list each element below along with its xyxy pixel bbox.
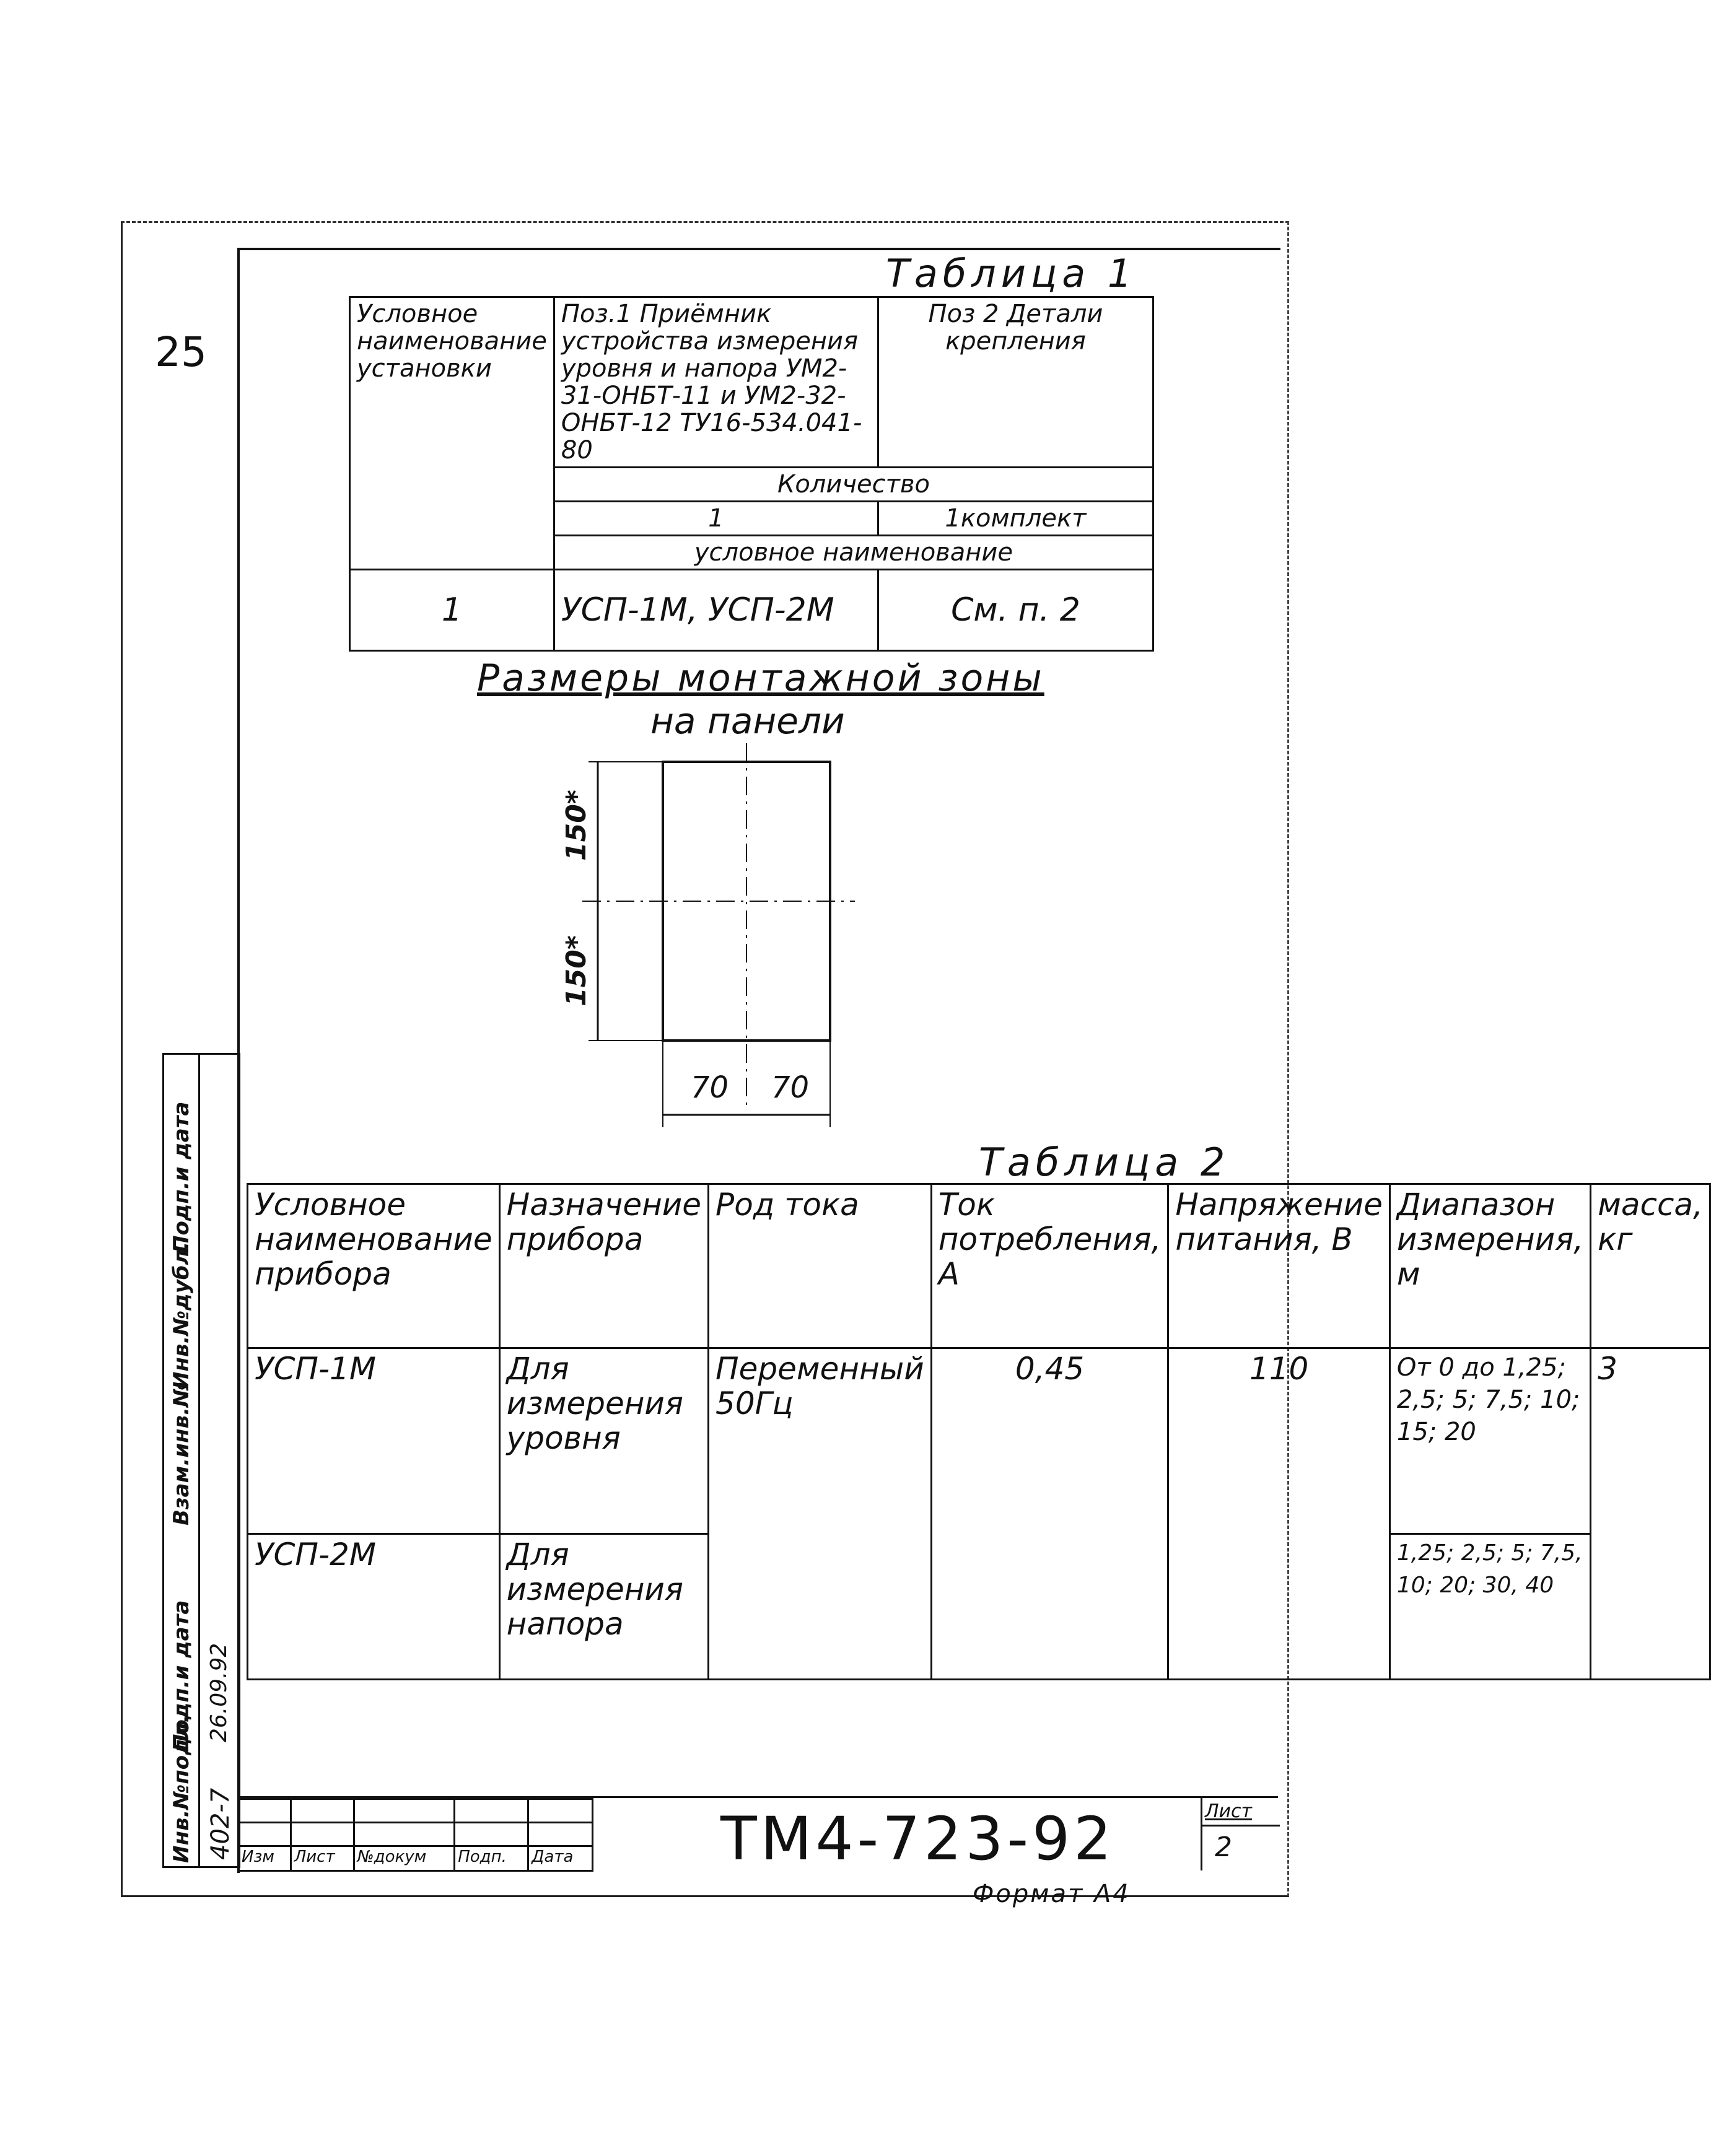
t2-current: 0,45 [931,1348,1168,1680]
side-strip [162,1053,240,1868]
side-value-inv: 402-7 [206,1787,235,1860]
t2-header-voltage: Напряжение питания, В [1168,1184,1390,1348]
table2 [247,1183,1711,1680]
page-number: 25 [155,328,207,376]
table1-row-pos2: См. п. 2 [878,570,1153,651]
t2-row1-range: От 0 до 1,25; 2,5; 5; 7,5; 10; 15; 20 [1389,1348,1590,1534]
doc-code: ТМ4-723-92 [720,1804,1116,1874]
table1-qty-pos2: 1комплект [878,502,1153,536]
t2-mass: 3 [1591,1348,1710,1680]
table1-pos1-header: Поз.1 Приёмник устройства измерения уровня и напора УМ2-31-ОНБТ-11 и УМ2-32-ОНБТ-12 ТУ16-534.041-80 [554,297,878,468]
t2-header-range: Диапазон измерения, м [1389,1184,1590,1348]
side-value-date: 26.09.92 [206,1643,232,1742]
sheet-label: Лист [1202,1798,1280,1826]
side-label-sign-date-1: Подп.и дата [169,1600,194,1752]
table1-row-pos1: УСП-1М, УСП-2М [554,570,878,651]
table1-quantity-label: Количество [554,468,1153,502]
t2-header-name: Условное наименование прибора [248,1184,500,1348]
t2-voltage: 110 [1168,1348,1390,1680]
zone-title: Размеры монтажной зоны [477,657,1044,700]
table2-caption: Таблица 2 [979,1140,1230,1185]
table1-name-header: Условное наименование установки [350,297,554,570]
dim-left: 70 [691,1070,729,1105]
stamp-col-doc: №докум [354,1846,455,1871]
mounting-zone-drawing [558,731,904,1127]
t2-row1-purpose: Для измерения уровня [499,1348,708,1534]
t2-row1-name: УСП-1М [248,1348,500,1534]
t2-row2-purpose: Для измерения напора [499,1534,708,1680]
t2-header-current-type: Род тока [709,1184,932,1348]
t2-row2-range: 1,25; 2,5; 5; 7,5, 10; 20; 30, 40 [1389,1534,1590,1680]
side-label-inv-orig: Инв.№подл. [169,1714,194,1863]
table1-qty-pos1: 1 [554,502,878,536]
dim-top: 150* [561,790,592,861]
table1-conditional-name: условное наименование [554,536,1153,570]
title-block [237,1796,1278,1872]
side-label-replace-inv: Взам.инв.№ [169,1382,194,1525]
t2-header-mass: масса, кг [1591,1184,1710,1348]
table1-row-num: 1 [350,570,554,651]
format-label: Формат А4 [973,1880,1131,1908]
t2-current-type: Переменный 50Гц [709,1348,932,1680]
table1-pos2-header: Поз 2 Детали крепления [878,297,1153,468]
t2-header-current: Ток потребления, А [931,1184,1168,1348]
dim-right: 70 [771,1070,810,1105]
side-label-sign-date-2: Подп.и дата [169,1101,194,1253]
revision-table [237,1798,593,1872]
side-label-inv-dup: Инв.№дубл. [169,1241,194,1389]
zone-subtitle: на панели [650,700,845,742]
dim-bottom: 150* [561,935,592,1006]
sheet-box [1201,1798,1280,1870]
stamp-col-sign: Подп. [455,1846,528,1871]
t2-row2-name: УСП-2М [248,1534,500,1680]
t2-header-purpose: Назначение прибора [499,1184,708,1348]
stamp-col-change: Изм [238,1846,291,1871]
sheet-number: 2 [1215,1831,1232,1863]
table1 [349,296,1154,652]
stamp-col-sheet: Лист [291,1846,354,1871]
stamp-col-date: Дата [528,1846,593,1871]
table1-caption: Таблица 1 [886,251,1137,296]
